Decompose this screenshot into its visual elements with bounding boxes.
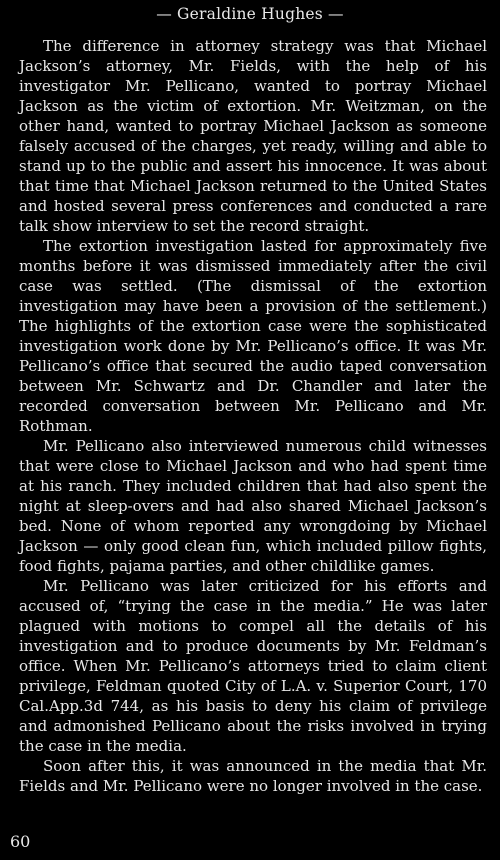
- page-number: 60: [10, 832, 31, 851]
- paragraph: Soon after this, it was announced in the media that Mr. Fields and Mr. Pellicano were no longer involved in the case.: [19, 757, 487, 795]
- running-head: — Geraldine Hughes —: [156, 5, 344, 23]
- paragraph: Mr. Pellicano also interviewed numerous child witnesses that were close to Michael Jackson and who had spent time at his ranch. They included children that had also spent the night at sleep-overs and had also shared Michael Jackson’s bed. None of whom reported any wrongdoing by Michael Jackson — only good clean fun, which included pillow fights, food fights, pajama parties, and other childlike games.: [19, 437, 487, 575]
- paragraph: The difference in attorney strategy was that Michael Jackson’s attorney, Mr. Fields, with the help of his investigator Mr. Pellicano, wanted to portray Michael Jackson as the victim of extortion. Mr. Weitzman, on the other hand, wanted to portray Michael Jackson as someone falsely accused of the charges, yet ready, willing and able to stand up to the public and assert his innocence. It was about that time that Michael Jackson returned to the United States and hosted several press conferences and conducted a rare talk show interview to set the record straight.: [19, 37, 487, 235]
- paragraph: The extortion investigation lasted for approximately five months before it was dismissed immediately after the civil case was settled. (The dismissal of the extortion investigation may have been a provision of the settlement.) The highlights of the extortion case were the sophisticated investigation work done by Mr. Pellicano’s office. It was Mr. Pellicano’s office that secured the audio taped conversation between Mr. Schwartz and Dr. Chandler and later the recorded conversation between Mr. Pellicano and Mr. Rothman.: [19, 237, 487, 435]
- body-text: [19, 36, 487, 796]
- paragraph: Mr. Pellicano was later criticized for his efforts and accused of, “trying the case in the media.” He was later plagued with motions to compel all the details of his investigation and to produce documents by Mr. Feldman’s office. When Mr. Pellicano’s attorneys tried to claim client privilege, Feldman quoted City of L.A. v. Superior Court, 170 Cal.App.3d 744, as his basis to deny his claim of privilege and admonished Pellicano about the risks involved in trying the case in the media.: [19, 577, 487, 755]
